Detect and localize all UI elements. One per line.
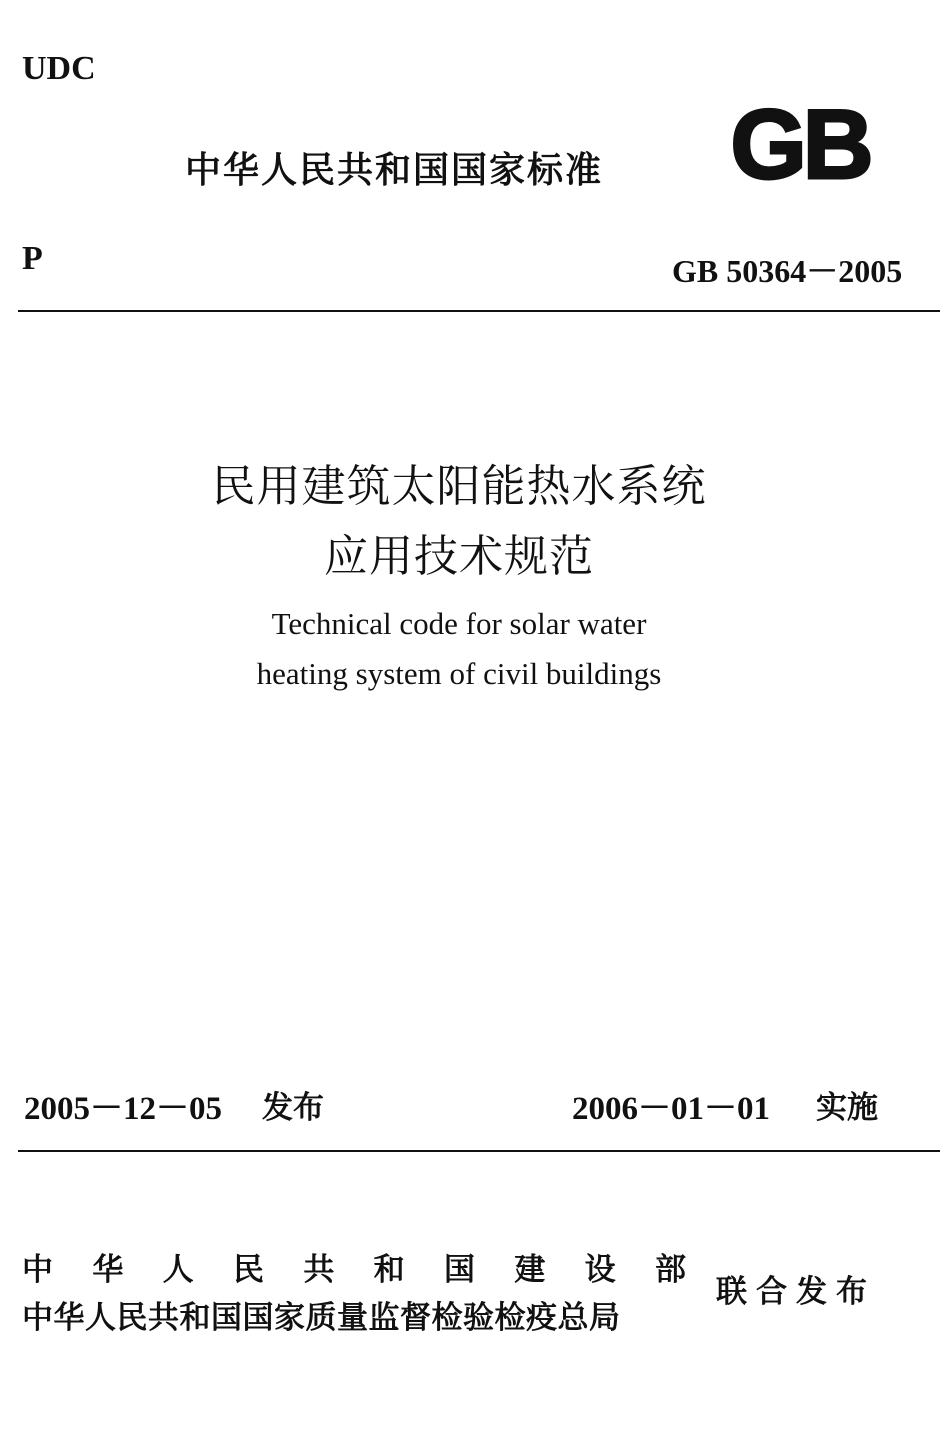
standard-number: GB 50364－2005 bbox=[672, 253, 903, 289]
joint-issue-label: 联合发布 bbox=[716, 1274, 876, 1310]
effective-label: 实施 bbox=[816, 1090, 878, 1126]
title-en-line2: heating system of civil buildings bbox=[256, 656, 662, 691]
title-cn-line1: 民用建筑太阳能热水系统 bbox=[211, 461, 707, 512]
effective-date: 2006－01－01 bbox=[572, 1091, 770, 1127]
top-divider bbox=[18, 310, 940, 312]
title-cn-line2: 应用技术规范 bbox=[324, 531, 594, 582]
national-standard-heading: 中华人民共和国国家标准 bbox=[185, 150, 604, 191]
gb-logo-text: GB bbox=[730, 98, 870, 190]
gb-logo bbox=[712, 98, 888, 190]
title-en-line1: Technical code for solar water bbox=[271, 606, 647, 641]
issuer-aqsiq: 中华人民共和国国家质量监督检验检疫总局 bbox=[22, 1300, 621, 1336]
issue-date: 2005－12－05 bbox=[24, 1091, 222, 1127]
issuer-ministry: 中华人民共和国建设部 bbox=[22, 1252, 686, 1288]
category-code: P bbox=[22, 240, 43, 277]
issue-label: 发布 bbox=[262, 1090, 324, 1126]
udc-label: UDC bbox=[22, 50, 96, 87]
bottom-divider bbox=[18, 1150, 940, 1152]
